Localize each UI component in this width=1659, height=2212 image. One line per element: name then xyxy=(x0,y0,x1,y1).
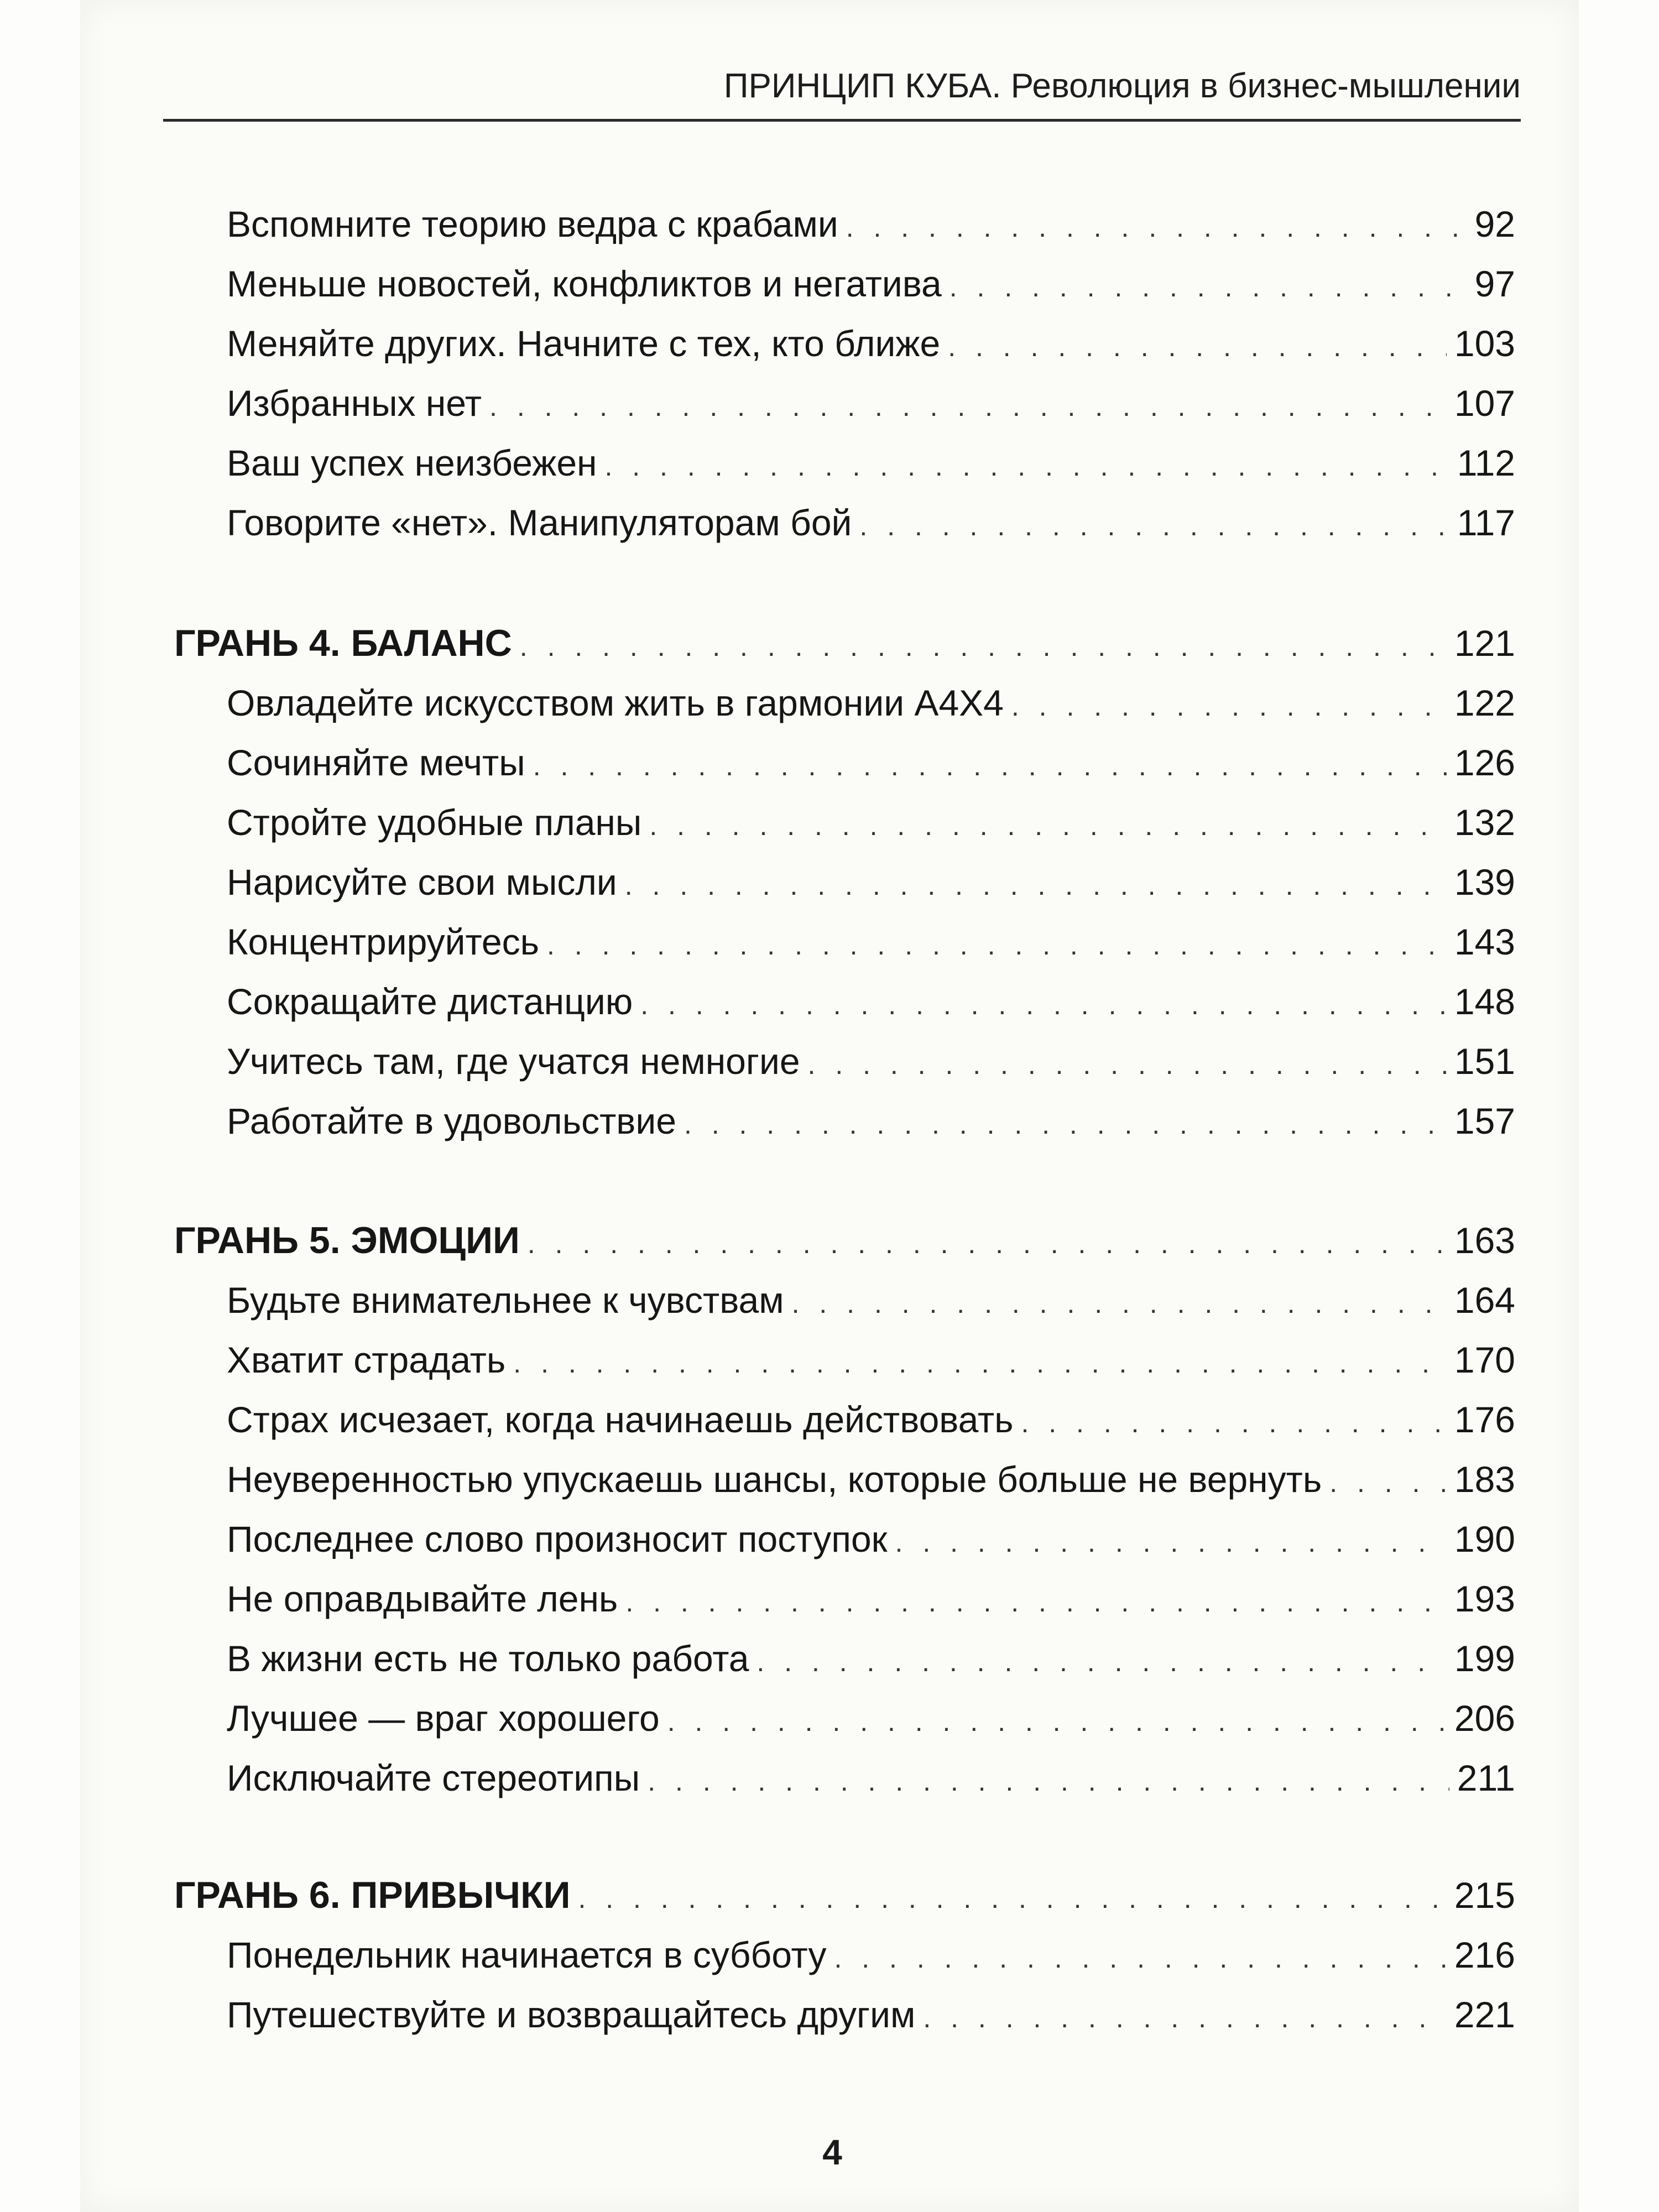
toc-leader-dots xyxy=(513,1335,1447,1391)
toc-entry-page: 103 xyxy=(1454,323,1515,364)
toc-entry-title: Вспомните теорию ведра с крабами xyxy=(227,204,838,244)
toc-entry xyxy=(227,1332,1515,1387)
toc-entry xyxy=(227,854,1515,910)
toc-leader-dots xyxy=(667,1694,1447,1749)
toc-leader-dots xyxy=(834,1931,1446,1986)
toc-part-title: ГРАНЬ 4. БАЛАНС xyxy=(174,622,512,664)
toc-entry-page: 190 xyxy=(1454,1519,1515,1559)
toc-part-title: ГРАНЬ 6. ПРИВЫЧКИ xyxy=(174,1874,571,1916)
toc-entry-page: 112 xyxy=(1457,442,1515,483)
toc-leader-dots xyxy=(547,917,1447,973)
toc-part-heading xyxy=(174,1213,1515,1268)
toc-entry xyxy=(227,675,1515,731)
toc-entry-title: В жизни есть не только работа xyxy=(227,1638,749,1679)
toc-leader-dots xyxy=(578,1871,1446,1926)
toc-entry-title: Понедельник начинается в субботу xyxy=(227,1934,827,1975)
toc-entry-title: Учитесь там, где учатся немногие xyxy=(227,1041,800,1082)
toc-entry xyxy=(227,1750,1515,1806)
toc-entry-page: 148 xyxy=(1454,981,1515,1022)
toc-entry-title: Избранных нет xyxy=(227,383,482,424)
toc-leader-dots xyxy=(528,1216,1447,1271)
toc-leader-dots xyxy=(923,1990,1447,2046)
toc-entry-title: Лучшее — враг хорошего xyxy=(227,1698,660,1739)
toc-entry xyxy=(227,1691,1515,1746)
toc-leader-dots xyxy=(1021,1395,1446,1451)
toc-entry-page: 139 xyxy=(1454,862,1515,902)
toc-leader-dots xyxy=(895,1515,1447,1570)
toc-entry-page: 143 xyxy=(1454,921,1515,962)
toc-leader-dots xyxy=(846,200,1467,255)
toc-entry xyxy=(227,1511,1515,1567)
toc-entry xyxy=(227,1093,1515,1149)
toc-entry-title: Исключайте стереотипы xyxy=(227,1757,640,1798)
toc-entry-title: Сокращайте дистанцию xyxy=(227,981,633,1022)
toc-entry-title: Стройте удобные планы xyxy=(227,802,642,843)
toc-entry-title: Работайте в удовольствие xyxy=(227,1100,676,1141)
toc-entry-title: Путешествуйте и возвращайтесь другим xyxy=(227,1994,916,2035)
toc-leader-dots xyxy=(1329,1455,1447,1510)
toc-entry-page: 163 xyxy=(1454,1220,1515,1261)
toc-entry-title: Страх исчезает, когда начинаешь действовать xyxy=(227,1399,1014,1440)
toc-entry-title: Сочиняйте мечты xyxy=(227,742,525,783)
toc-leader-dots xyxy=(649,798,1447,853)
toc-entry xyxy=(227,795,1515,850)
toc-entry xyxy=(227,1631,1515,1686)
page-number: 4 xyxy=(822,2132,842,2172)
toc-entry-page: 121 xyxy=(1454,623,1515,664)
toc-entry-page: 126 xyxy=(1454,742,1515,783)
toc-part-title: ГРАНЬ 5. ЭМОЦИИ xyxy=(174,1219,520,1261)
toc-leader-dots xyxy=(520,619,1447,674)
toc-entry-page: 117 xyxy=(1457,502,1515,543)
toc-leader-dots xyxy=(648,1754,1449,1809)
toc-entry-title: Последнее слово произносит поступок xyxy=(227,1519,888,1559)
toc-leader-dots xyxy=(533,738,1447,794)
toc-entry xyxy=(227,196,1515,252)
toc-entry-page: 122 xyxy=(1454,682,1515,723)
toc-entry-page: 215 xyxy=(1454,1875,1515,1916)
toc-leader-dots xyxy=(625,858,1447,913)
toc-entry-page: 216 xyxy=(1454,1934,1515,1975)
toc-leader-dots xyxy=(489,379,1447,434)
toc-entry xyxy=(227,1927,1515,1983)
toc-leader-dots xyxy=(604,439,1449,494)
running-header: ПРИНЦИП КУБА. Революция в бизнес-мышлении xyxy=(163,61,1521,122)
toc-leader-dots xyxy=(948,319,1447,374)
toc-entry-page: 107 xyxy=(1454,383,1515,424)
toc-entry xyxy=(227,435,1515,491)
toc-entry-page: 170 xyxy=(1454,1339,1515,1380)
toc-part-heading xyxy=(174,615,1515,671)
toc-entry xyxy=(227,375,1515,431)
toc-entry-title: Концентрируйтесь xyxy=(227,921,540,962)
toc-leader-dots xyxy=(792,1276,1447,1331)
toc-leader-dots xyxy=(684,1097,1447,1152)
toc-entry xyxy=(227,914,1515,969)
toc-entry xyxy=(227,1034,1515,1089)
toc-entry xyxy=(227,256,1515,311)
toc-entry-page: 132 xyxy=(1454,802,1515,843)
toc-entry xyxy=(227,1272,1515,1328)
toc-entry-page: 193 xyxy=(1454,1578,1515,1619)
toc-entry-page: 151 xyxy=(1454,1041,1515,1082)
toc-entry xyxy=(227,1452,1515,1507)
toc-entry xyxy=(227,495,1515,550)
toc-leader-dots xyxy=(859,498,1449,554)
toc-leader-dots xyxy=(950,259,1467,315)
toc-entry-title: Будьте внимательнее к чувствам xyxy=(227,1280,784,1321)
toc-entry-title: Меньше новостей, конфликтов и негатива xyxy=(227,263,942,304)
toc-entry xyxy=(227,1392,1515,1447)
toc-entry-title: Не оправдывайте лень xyxy=(227,1578,618,1619)
toc-entry-title: Нарисуйте свои мысли xyxy=(227,862,617,902)
toc-entry-title: Овладейте искусством жить в гармонии А4Х4 xyxy=(227,682,1004,723)
toc-entry xyxy=(227,1571,1515,1626)
toc-entry xyxy=(227,974,1515,1029)
toc-entry-page: 206 xyxy=(1454,1698,1515,1739)
toc-entry-page: 164 xyxy=(1454,1280,1515,1321)
toc-entry-page: 183 xyxy=(1454,1459,1515,1500)
toc-leader-dots xyxy=(625,1574,1447,1630)
toc-entry xyxy=(227,1987,1515,2042)
toc-entry-page: 221 xyxy=(1454,1994,1515,2035)
toc-leader-dots xyxy=(1011,679,1447,734)
toc-entry xyxy=(227,735,1515,790)
toc-entry-page: 157 xyxy=(1454,1100,1515,1141)
toc-entry-title: Хватит страдать xyxy=(227,1339,506,1380)
toc-leader-dots xyxy=(757,1634,1446,1689)
toc-part-heading xyxy=(174,1867,1515,1923)
toc-entry-title: Меняйте других. Начните с тех, кто ближе xyxy=(227,323,941,364)
toc-leader-dots xyxy=(808,1037,1447,1092)
toc-entry-title: Ваш успех неизбежен xyxy=(227,442,597,483)
toc-entry-page: 199 xyxy=(1454,1638,1515,1679)
toc-entry-page: 92 xyxy=(1474,204,1515,244)
toc-entry-page: 176 xyxy=(1454,1399,1515,1440)
toc-entry-title: Неуверенностью упускаешь шансы, которые больше не вернуть xyxy=(227,1459,1322,1500)
toc-entry-page: 97 xyxy=(1474,263,1515,304)
toc-entry-title: Говорите «нет». Манипуляторам бой xyxy=(227,502,852,543)
toc-entry-page: 211 xyxy=(1457,1757,1515,1798)
toc-leader-dots xyxy=(640,977,1447,1032)
toc-entry xyxy=(227,316,1515,371)
